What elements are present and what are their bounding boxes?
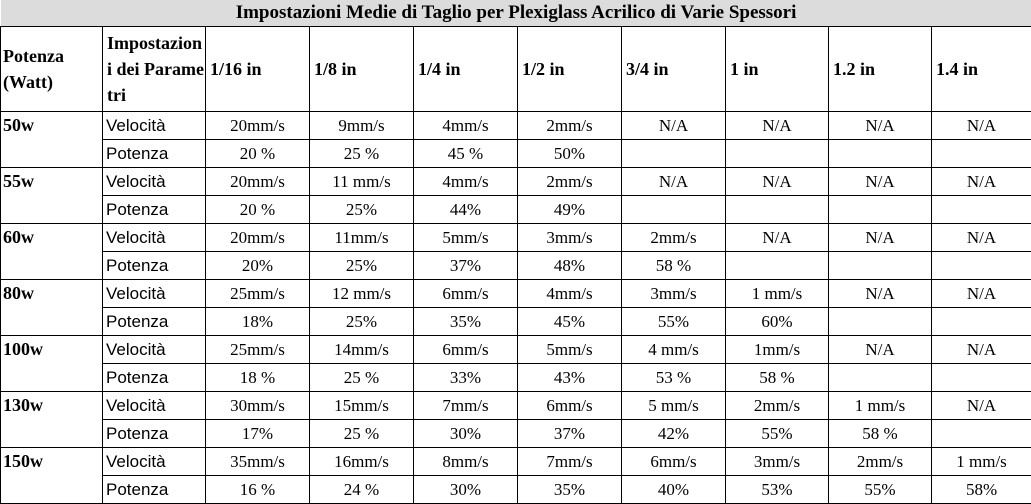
speed-label-cell: Velocità [103, 392, 206, 420]
power-value-cell: 25 % [310, 420, 414, 448]
power-value-cell: 55% [726, 420, 829, 448]
power-value-cell: 55% [622, 308, 726, 336]
speed-label-cell: Velocità [103, 224, 206, 252]
power-watt-cell: 100w [1, 336, 103, 392]
speed-value-cell: 25mm/s [206, 280, 310, 308]
speed-value-cell: 11 mm/s [310, 168, 414, 196]
speed-value-cell: 20mm/s [206, 168, 310, 196]
speed-value-cell: 12 mm/s [310, 280, 414, 308]
power-value-cell: 25% [310, 196, 414, 224]
speed-value-cell: 14mm/s [310, 336, 414, 364]
header-power-watt: Potenza (Watt) [1, 27, 103, 112]
speed-value-cell: 5mm/s [414, 224, 518, 252]
power-value-cell: 58 % [829, 420, 932, 448]
speed-label-cell: Velocità [103, 168, 206, 196]
speed-value-cell: 16mm/s [310, 448, 414, 476]
speed-value-cell: 30mm/s [206, 392, 310, 420]
table-row [1, 448, 1031, 476]
speed-value-cell: 35mm/s [206, 448, 310, 476]
power-value-cell: 60% [726, 308, 829, 336]
speed-value-cell: 25mm/s [206, 336, 310, 364]
speed-value-cell: 11mm/s [310, 224, 414, 252]
power-watt-cell: 55w [1, 168, 103, 224]
speed-value-cell: 4mm/s [414, 112, 518, 140]
speed-value-cell: 3mm/s [622, 280, 726, 308]
speed-value-cell: 4 mm/s [622, 336, 726, 364]
power-value-cell: 35% [518, 476, 622, 504]
header-thickness: 1/8 in [310, 27, 414, 112]
power-value-cell: 40% [622, 476, 726, 504]
speed-label-cell: Velocità [103, 336, 206, 364]
power-watt-cell: 130w [1, 392, 103, 448]
header-thickness: 3/4 in [622, 27, 726, 112]
speed-value-cell: 1 mm/s [726, 280, 829, 308]
speed-value-cell: N/A [829, 168, 932, 196]
power-value-cell [829, 308, 932, 336]
power-value-cell: 45% [518, 308, 622, 336]
speed-value-cell: 2mm/s [622, 224, 726, 252]
power-label-cell: Potenza [103, 140, 206, 168]
power-value-cell [829, 140, 932, 168]
speed-value-cell: 15mm/s [310, 392, 414, 420]
speed-label-cell: Velocità [103, 280, 206, 308]
power-value-cell: 18 % [206, 364, 310, 392]
header-parameters: Impostazioni dei Parametri [103, 27, 206, 112]
title-row [1, 0, 1031, 27]
speed-value-cell: N/A [932, 392, 1031, 420]
power-value-cell [726, 252, 829, 280]
power-value-cell: 24 % [310, 476, 414, 504]
speed-value-cell: N/A [829, 112, 932, 140]
speed-value-cell: 5 mm/s [622, 392, 726, 420]
header-thickness: 1/16 in [206, 27, 310, 112]
speed-value-cell: 4mm/s [518, 280, 622, 308]
power-value-cell: 37% [518, 420, 622, 448]
speed-value-cell: N/A [829, 280, 932, 308]
table-row [1, 112, 1031, 140]
speed-value-cell: 6mm/s [414, 336, 518, 364]
speed-label-cell: Velocità [103, 448, 206, 476]
power-value-cell: 55% [829, 476, 932, 504]
power-value-cell: 35% [414, 308, 518, 336]
power-value-cell: 20% [206, 252, 310, 280]
power-value-cell [829, 196, 932, 224]
table-row [1, 476, 1031, 504]
speed-value-cell: 2mm/s [829, 448, 932, 476]
power-value-cell: 25 % [310, 364, 414, 392]
power-label-cell: Potenza [103, 308, 206, 336]
power-value-cell: 20 % [206, 196, 310, 224]
power-value-cell [932, 308, 1031, 336]
speed-value-cell: N/A [932, 224, 1031, 252]
speed-value-cell: 2mm/s [518, 112, 622, 140]
speed-value-cell: 5mm/s [518, 336, 622, 364]
power-value-cell: 30% [414, 420, 518, 448]
speed-value-cell: N/A [622, 168, 726, 196]
speed-value-cell: 20mm/s [206, 112, 310, 140]
power-value-cell [932, 196, 1031, 224]
speed-value-cell: 3mm/s [518, 224, 622, 252]
power-label-cell: Potenza [103, 364, 206, 392]
speed-value-cell: 2mm/s [726, 392, 829, 420]
speed-value-cell: 7mm/s [518, 448, 622, 476]
power-value-cell: 30% [414, 476, 518, 504]
header-thickness: 1 in [726, 27, 829, 112]
table-row [1, 140, 1031, 168]
power-value-cell: 43% [518, 364, 622, 392]
speed-value-cell: 6mm/s [518, 392, 622, 420]
header-thickness: 1/2 in [518, 27, 622, 112]
power-watt-cell: 50w [1, 112, 103, 168]
power-value-cell [726, 196, 829, 224]
speed-value-cell: 1mm/s [726, 336, 829, 364]
power-value-cell: 45 % [414, 140, 518, 168]
speed-value-cell: 6mm/s [414, 280, 518, 308]
table-row [1, 336, 1031, 364]
header-thickness: 1.2 in [829, 27, 932, 112]
header-thickness: 1/4 in [414, 27, 518, 112]
power-value-cell [829, 364, 932, 392]
speed-value-cell: N/A [726, 168, 829, 196]
speed-value-cell: N/A [829, 336, 932, 364]
speed-value-cell: 7mm/s [414, 392, 518, 420]
power-label-cell: Potenza [103, 420, 206, 448]
speed-value-cell: 2mm/s [518, 168, 622, 196]
power-value-cell: 25 % [310, 140, 414, 168]
power-value-cell [622, 140, 726, 168]
power-value-cell: 33% [414, 364, 518, 392]
speed-value-cell: 9mm/s [310, 112, 414, 140]
speed-value-cell: 1 mm/s [829, 392, 932, 420]
power-value-cell: 17% [206, 420, 310, 448]
speed-value-cell: 1 mm/s [932, 448, 1031, 476]
speed-value-cell: N/A [622, 112, 726, 140]
power-value-cell: 49% [518, 196, 622, 224]
power-value-cell: 25% [310, 252, 414, 280]
table-row [1, 364, 1031, 392]
power-value-cell: 48% [518, 252, 622, 280]
power-value-cell: 18% [206, 308, 310, 336]
power-value-cell [932, 252, 1031, 280]
power-watt-cell: 150w [1, 448, 103, 504]
speed-value-cell: N/A [829, 224, 932, 252]
power-value-cell [726, 140, 829, 168]
table-row [1, 420, 1031, 448]
power-value-cell [932, 420, 1031, 448]
speed-value-cell: N/A [932, 336, 1031, 364]
speed-value-cell: 4mm/s [414, 168, 518, 196]
power-value-cell: 58 % [726, 364, 829, 392]
table-row [1, 196, 1031, 224]
table-row [1, 168, 1031, 196]
power-value-cell: 20 % [206, 140, 310, 168]
power-value-cell: 58 % [622, 252, 726, 280]
power-value-cell: 50% [518, 140, 622, 168]
header-row [1, 27, 1031, 112]
power-value-cell: 16 % [206, 476, 310, 504]
power-value-cell [932, 140, 1031, 168]
power-value-cell: 25% [310, 308, 414, 336]
power-value-cell: 58% [932, 476, 1031, 504]
table-row [1, 280, 1031, 308]
power-value-cell [829, 252, 932, 280]
power-watt-cell: 60w [1, 224, 103, 280]
header-thickness: 1.4 in [932, 27, 1031, 112]
speed-value-cell: N/A [932, 280, 1031, 308]
power-value-cell: 42% [622, 420, 726, 448]
power-value-cell: 53% [726, 476, 829, 504]
power-label-cell: Potenza [103, 252, 206, 280]
speed-value-cell: 6mm/s [622, 448, 726, 476]
speed-value-cell: N/A [726, 112, 829, 140]
table-row [1, 392, 1031, 420]
speed-value-cell: 3mm/s [726, 448, 829, 476]
power-watt-cell: 80w [1, 280, 103, 336]
table-row [1, 252, 1031, 280]
speed-label-cell: Velocità [103, 112, 206, 140]
power-label-cell: Potenza [103, 196, 206, 224]
power-value-cell: 44% [414, 196, 518, 224]
power-label-cell: Potenza [103, 476, 206, 504]
power-value-cell: 37% [414, 252, 518, 280]
speed-value-cell: N/A [932, 168, 1031, 196]
power-value-cell: 53 % [622, 364, 726, 392]
speed-value-cell: 20mm/s [206, 224, 310, 252]
table-title: Impostazioni Medie di Taglio per Plexiglass Acrilico di Varie Spessori [1, 0, 1031, 27]
speed-value-cell: N/A [726, 224, 829, 252]
speed-value-cell: N/A [932, 112, 1031, 140]
power-value-cell [622, 196, 726, 224]
table-row [1, 308, 1031, 336]
power-value-cell [932, 364, 1031, 392]
table-row [1, 224, 1031, 252]
speed-value-cell: 8mm/s [414, 448, 518, 476]
